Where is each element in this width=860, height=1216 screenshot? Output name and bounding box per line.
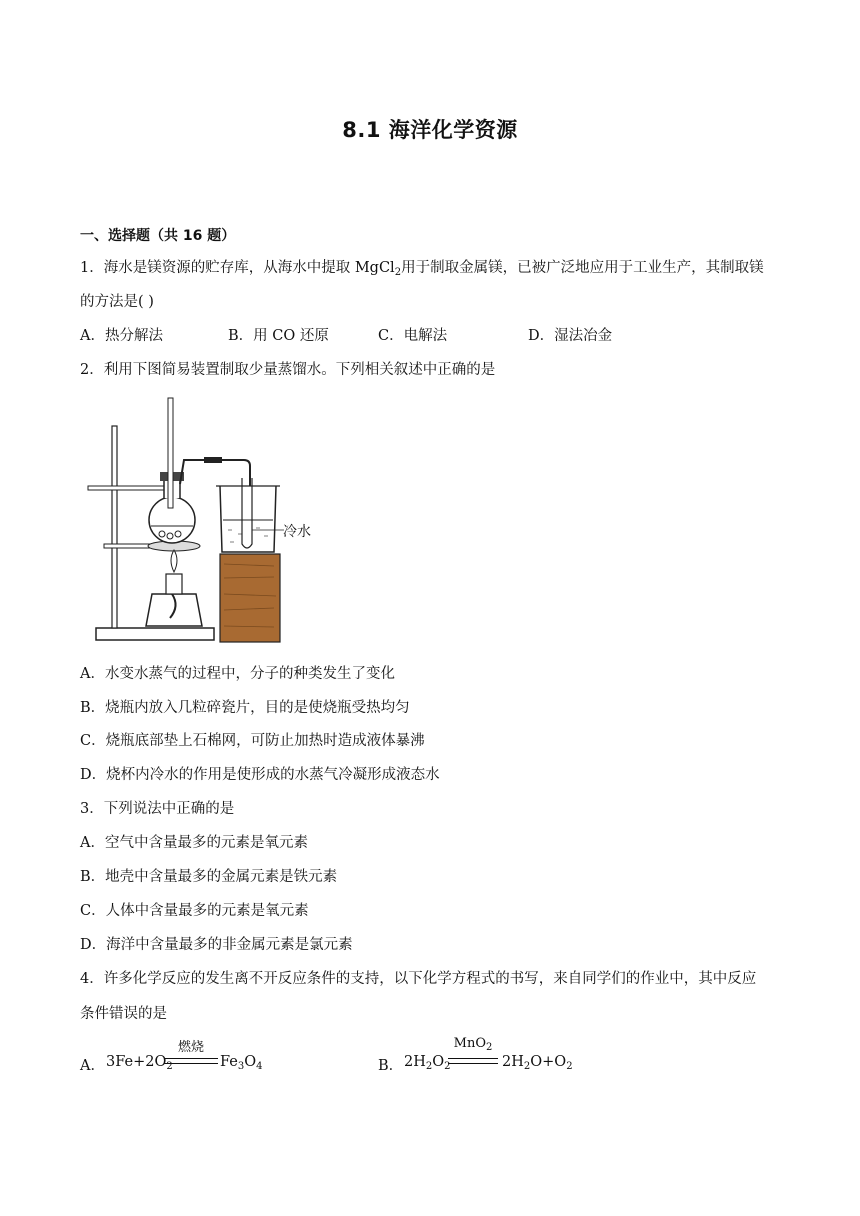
q3-stem: 3．下列说法中正确的是	[80, 801, 235, 817]
q1-stem-line1	[80, 258, 764, 278]
q4-equation-b	[378, 1038, 618, 1078]
eq-a-reactant-sub: 2	[166, 1061, 173, 1072]
eq-a-condition: 燃烧	[177, 1040, 204, 1055]
eq-b-product-o: O+O	[530, 1054, 567, 1070]
eq-b-double-line	[448, 1058, 498, 1064]
eq-a-product-fe: Fe	[220, 1054, 238, 1070]
eq-a-reactants	[106, 1054, 173, 1070]
eq-b-product-sub1: 2	[523, 1061, 531, 1072]
q1-stem-line2: 的方法是( )	[80, 294, 154, 310]
eq-b-condition	[448, 1036, 498, 1051]
q4-stem-line1: 4．许多化学反应的发生离不开反应条件的支持，以下化学方程式的书写，来自同学们的作业中，其中反应	[80, 971, 757, 987]
q3-option-a: A．空气中含量最多的元素是氧元素	[80, 835, 308, 851]
distillation-apparatus-figure	[84, 394, 311, 646]
eq-a-product-sub2: 4	[256, 1061, 263, 1072]
eq-b-product-sub2: 2	[566, 1061, 573, 1072]
q1-stem-part-b: 用于制取金属镁，已被广泛地应用于工业生产，其制取镁	[401, 260, 764, 276]
q2-option-a: A．水变水蒸气的过程中，分子的种类发生了变化	[80, 666, 395, 682]
eq-b-reactant-sub2: 2	[444, 1061, 451, 1072]
q1-option-c: C．电解法	[378, 328, 448, 344]
q2-option-c: C．烧瓶底部垫上石棉网，可防止加热时造成液体暴沸	[80, 733, 425, 749]
cold-water-label: 冷水	[283, 524, 311, 540]
page-title: 8.1 海洋化学资源	[342, 118, 518, 142]
eq-b-product-h: 2H	[502, 1054, 524, 1070]
q4-equation-a	[80, 1038, 340, 1078]
q1-stem-part-a: 1．海水是镁资源的贮存库，从海水中提取 MgCl	[80, 260, 395, 276]
eq-a-reactant-text: 3Fe+2O	[106, 1054, 167, 1070]
eq-a-double-line	[164, 1058, 218, 1064]
q3-option-d: D．海洋中含量最多的非金属元素是氯元素	[80, 937, 353, 953]
q2-option-d: D．烧杯内冷水的作用是使形成的水蒸气冷凝形成液态水	[80, 767, 440, 783]
eq-b-catalyst-sub: 2	[485, 1042, 493, 1053]
eq-a-product-o: O	[244, 1054, 257, 1070]
q3-option-c: C．人体中含量最多的元素是氧元素	[80, 903, 309, 919]
q1-option-a: A．热分解法	[80, 328, 163, 344]
eq-b-reactants	[404, 1054, 451, 1070]
eq-b-reactant-o: O	[432, 1054, 445, 1070]
eq-b-catalyst: MnO	[453, 1036, 486, 1051]
eq-b-reactant-h: 2H	[404, 1054, 426, 1070]
eq-a-products	[220, 1054, 263, 1070]
eq-b-products	[502, 1054, 573, 1070]
q4-stem-line2: 条件错误的是	[80, 1006, 167, 1022]
q1-option-b: B．用 CO 还原	[228, 328, 329, 344]
section-heading: 一、选择题（共 16 题）	[80, 228, 236, 244]
q3-option-b: B．地壳中含量最多的金属元素是铁元素	[80, 869, 338, 885]
q2-option-b: B．烧瓶内放入几粒碎瓷片，目的是使烧瓶受热均匀	[80, 700, 410, 716]
q4-option-a-label: A．	[80, 1058, 105, 1074]
eq-b-reactant-sub1: 2	[425, 1061, 433, 1072]
q4-option-b-label: B．	[378, 1058, 404, 1074]
q2-stem: 2．利用下图简易装置制取少量蒸馏水。下列相关叙述中正确的是	[80, 362, 496, 378]
q1-option-d: D．湿法冶金	[528, 328, 613, 344]
eq-a-product-sub1: 3	[237, 1061, 245, 1072]
q1-stem-subscript: 2	[394, 267, 402, 278]
